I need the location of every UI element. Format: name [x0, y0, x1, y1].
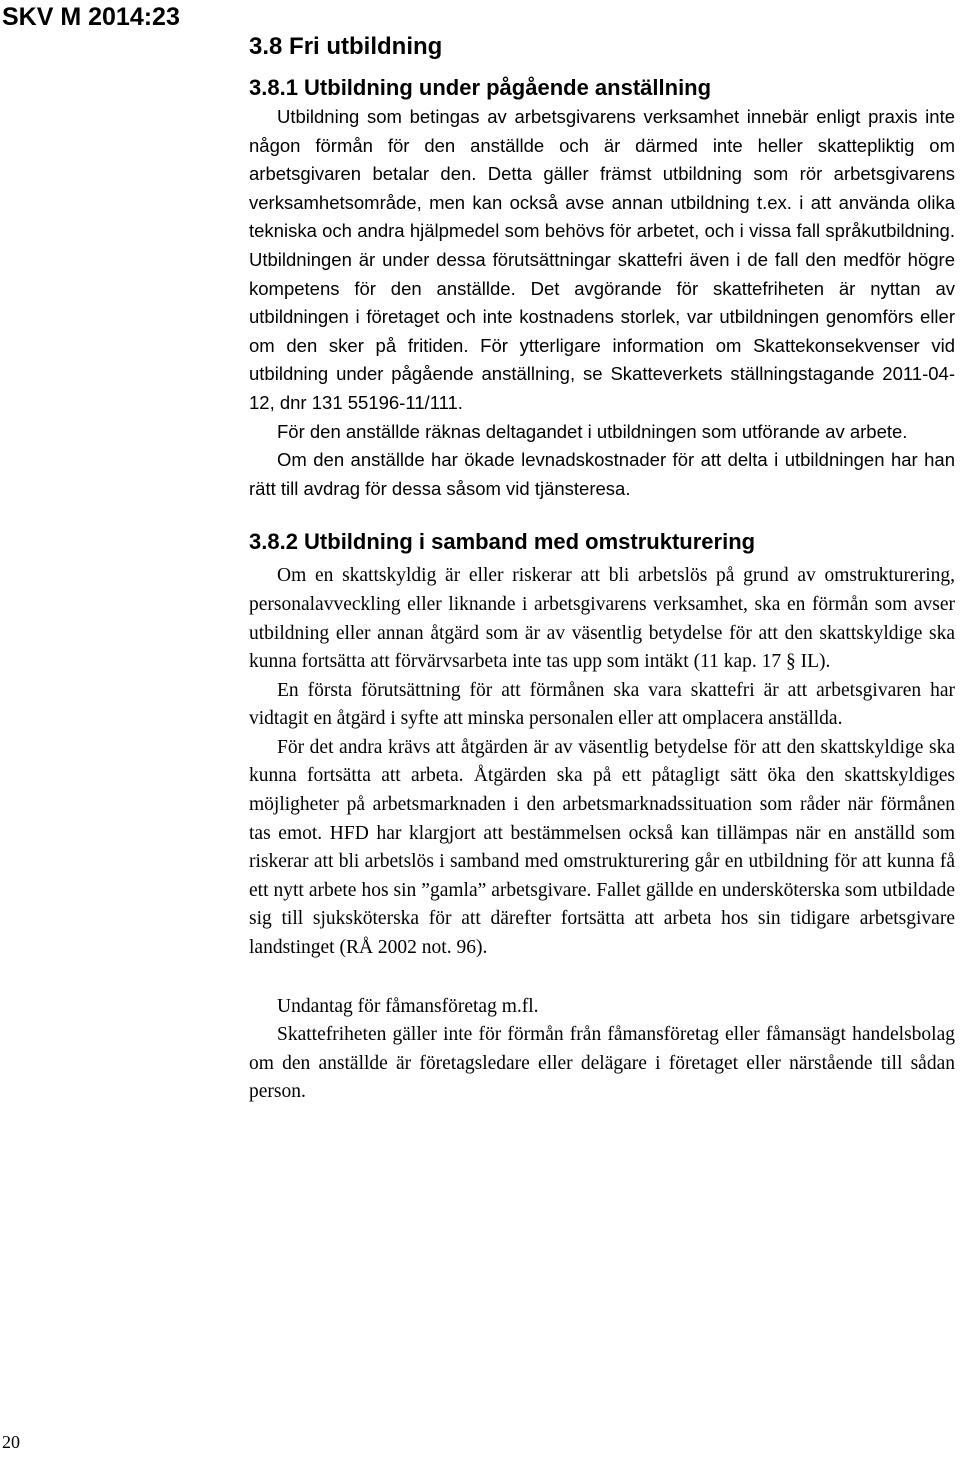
paragraph: För den anställde räknas deltagandet i utbildningen som utförande av arbete. — [277, 420, 908, 442]
page-content — [249, 32, 955, 1107]
paragraph: Utbildning som betingas av arbetsgivarens verksamhet innebär enligt praxis inte någon förmån för den anställde och är därmed inte heller skattepliktig om arbetsgivaren betalar den. Detta gäller främst utbildning som rör arbetsgivarens verksamhetsområde, men kan också avse annan utbildning t.ex. i att använda olika tekniska och andra hjälpmedel som behövs för arbetet, och i vissa fall språkutbildning. Utbildningen är under dessa förutsättningar skattefri även i de fall den medför högre kompetens för den anställde. Det avgörande för skattefriheten är nyttan av utbildningen i företaget och inte kostnadens storlek, var utbildningen genomförs eller om den sker på fritiden. För ytterligare information om Skattekonsekvenser vid utbildning under pågående anställning, se Skatteverkets ställningstagande 2011-04-12, dnr 131 55196-11/111. — [249, 106, 955, 413]
subsection-body-3-8-2 — [249, 562, 955, 962]
paragraph: För det andra krävs att åtgärden är av väsentlig betydelse för att den skattskyldige ska kunna fortsätta att arbeta. Åtgärden ska på ett påtagligt sätt öka den skattskyldiges möjligheter på arbetsmarknaden i den arbetsmarknadssituation som råder när förmånen tas emot. HFD har klargjort att bestämmelsen också kan tillämpas när en anställd som riskerar att bli arbetslös i samband med omstrukturering går en utbildning för att kunna få ett nytt arbete hos sin ”gamla” arbetsgivare. Fallet gällde en undersköterska som utbildade sig till sjuksköterska för att därefter fortsätta att arbeta hos sin tidigare arbetsgivare landstinget (RÅ 2002 not. 96). — [249, 736, 955, 959]
section-title: 3.8 Fri utbildning — [249, 33, 443, 60]
subsection-title-3-8-1: 3.8.1 Utbildning under pågående anställning — [249, 75, 712, 100]
subsection-title-3-8-2: 3.8.2 Utbildning i samband med omstrukturering — [249, 529, 756, 555]
subsection-body-3-8-1 — [249, 103, 955, 503]
page-number: 20 — [2, 1432, 20, 1452]
paragraph: En första förutsättning för att förmånen ska vara skattefri är att arbetsgivaren har vidtagit en åtgärd i syfte att minska personalen eller att omplacera anställda. — [249, 679, 955, 730]
document-id: SKV M 2014:23 — [2, 3, 180, 31]
exception-heading: Undantag för fåmansföretag m.fl. — [277, 995, 539, 1017]
paragraph: Om den anställde har ökade levnadskostnader för att delta i utbildningen har han rätt till avdrag för dessa såsom vid tjänsteresa. — [249, 449, 955, 499]
paragraph: Skattefriheten gäller inte för förmån från fåmansföretag eller fåmansägt handelsbolag om den anställde är företagsledare eller delägare i företaget eller närstående till sådan person. — [249, 1024, 955, 1103]
paragraph: Om en skattskyldig är eller riskerar att bli arbetslös på grund av omstrukturering, personalavveckling eller liknande i arbetsgivarens verksamhet, ska en förmån som avser utbildning eller annan åtgärd som är av väsentlig betydelse för att den skattskyldige ska kunna fortsätta att förvärvsarbeta inte tas upp som intäkt (11 kap. 17 § IL). — [249, 565, 955, 673]
